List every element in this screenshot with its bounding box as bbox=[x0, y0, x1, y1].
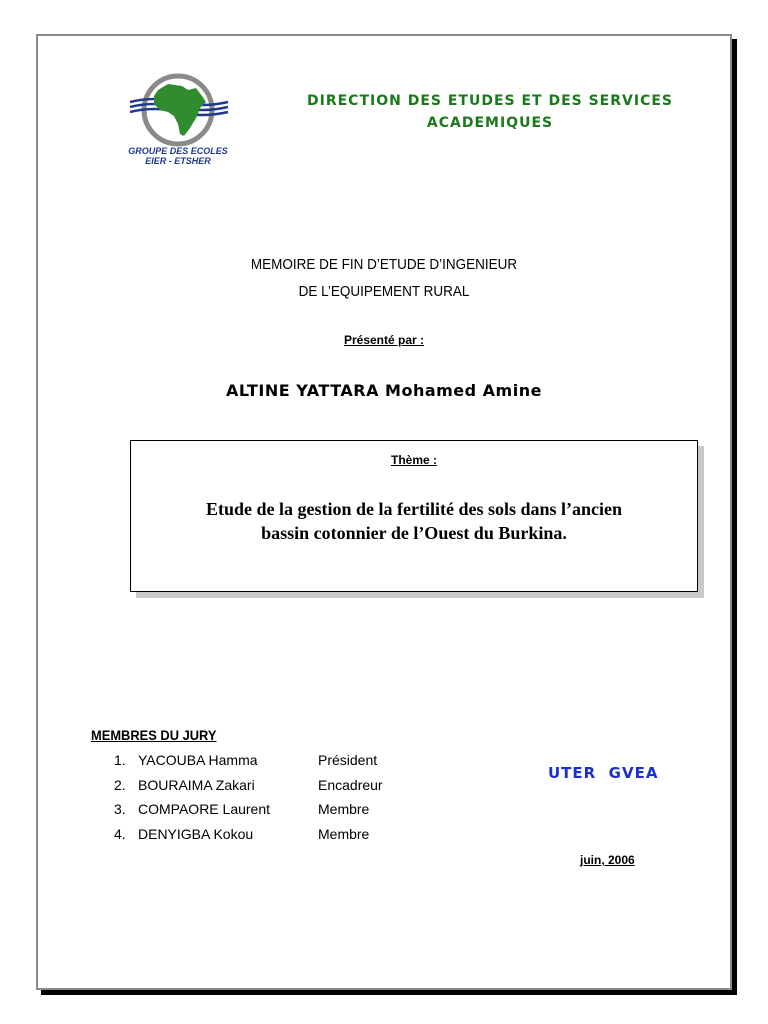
jury-member-role: Président bbox=[318, 752, 378, 768]
logo-line-2: EIER - ETSHER bbox=[145, 156, 211, 166]
theme-label: Thème : bbox=[390, 453, 437, 467]
header-line-1: DIRECTION DES ETUDES ET DES SERVICES bbox=[307, 93, 673, 109]
unit-label: UTER GVEA bbox=[548, 764, 659, 782]
logo-line-1: GROUPE DES ECOLES bbox=[128, 146, 228, 156]
jury-member-name: BOURAIMA Zakari bbox=[138, 776, 255, 793]
jury-member-role: Membre bbox=[318, 825, 370, 842]
jury-member bbox=[114, 801, 383, 826]
school-logo bbox=[124, 72, 234, 168]
jury-member bbox=[114, 752, 383, 777]
jury-member-number: 2. bbox=[114, 776, 126, 793]
jury-member-number: 3. bbox=[114, 801, 126, 817]
jury-member-number: 1. bbox=[114, 752, 126, 768]
institution-header bbox=[290, 90, 690, 134]
jury-member-name: YACOUBA Hamma bbox=[138, 752, 258, 768]
theme-box bbox=[130, 440, 698, 592]
memoire-line-1: MEMOIRE DE FIN D’ETUDE D’INGENIEUR bbox=[250, 256, 518, 273]
jury-member-role: Membre bbox=[318, 801, 370, 817]
jury-member-name: COMPAORE Laurent bbox=[138, 801, 271, 817]
header-line-2: ACADEMIQUES bbox=[426, 115, 554, 131]
document-date: juin, 2006 bbox=[580, 853, 635, 867]
jury-title: MEMBRES DU JURY bbox=[91, 727, 217, 743]
jury-member-name: DENYIGBA Kokou bbox=[138, 825, 254, 842]
author-name: ALTINE YATTARA Mohamed Amine bbox=[226, 381, 542, 400]
theme-line-2: bassin cotonnier de l’Ouest du Burkina. bbox=[261, 523, 567, 543]
jury-member-number: 4. bbox=[114, 825, 126, 842]
jury-list bbox=[114, 752, 383, 850]
africa-globe-icon bbox=[124, 72, 234, 152]
jury-member bbox=[114, 777, 383, 802]
jury-member bbox=[114, 826, 383, 851]
theme-title bbox=[141, 497, 687, 545]
memoire-line-2: DE L’EQUIPEMENT RURAL bbox=[298, 283, 470, 300]
jury-member-role: Encadreur bbox=[318, 776, 383, 793]
presented-by-label: Présenté par : bbox=[343, 333, 425, 347]
theme-line-1: Etude de la gestion de la fertilité des sols dans l’ancien bbox=[205, 499, 622, 519]
